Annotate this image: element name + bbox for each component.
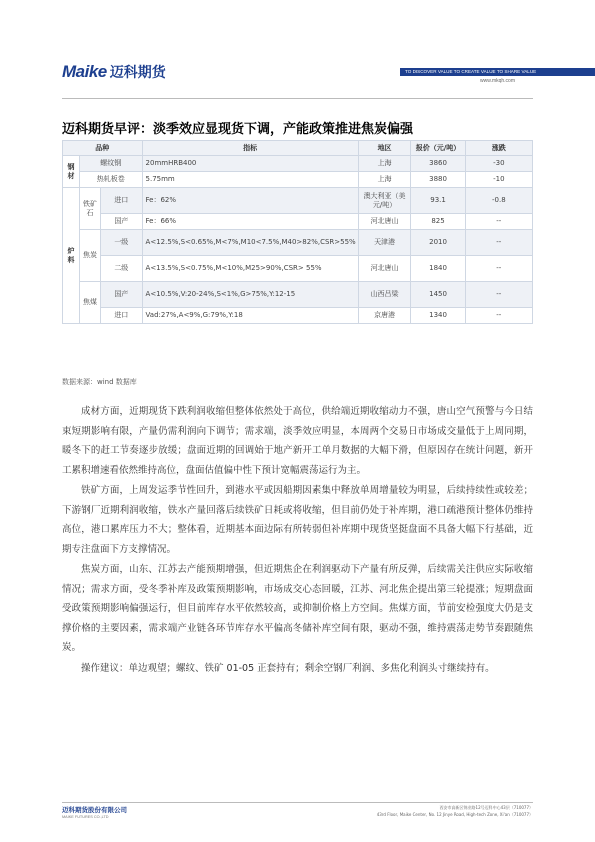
- cell-region: 上海: [358, 172, 411, 188]
- cell-region: 上海: [358, 156, 411, 172]
- col-header-region: 地区: [358, 141, 411, 156]
- table-row: [63, 214, 533, 230]
- group-furnace: 炉料: [63, 188, 80, 324]
- footer-company-en: MAIKE FUTURES CO.,LTD: [62, 815, 109, 819]
- header-divider: [62, 98, 533, 99]
- cell-region: 河北唐山: [358, 256, 411, 282]
- slogan: TO DISCOVER VALUE TO CREATE VALUE TO SHARE VALUE: [405, 69, 537, 74]
- company-logo: [62, 62, 166, 82]
- cell-spec: Fe：62%: [142, 188, 358, 214]
- footer-address-cn: 西安市高新区锦业路12号迈科中心43层（710077）: [439, 805, 533, 810]
- cell-change: --: [465, 308, 532, 324]
- website-link[interactable]: www.mkqh.com: [480, 78, 516, 84]
- footer-company-cn: 迈科期货股份有限公司: [62, 806, 127, 814]
- sub-ore: 铁矿石: [79, 188, 100, 230]
- col-header-variety: 品种: [63, 141, 143, 156]
- cell-price: 1340: [411, 308, 465, 324]
- cell-region: 京唐港: [358, 308, 411, 324]
- cell-region: 天津港: [358, 230, 411, 256]
- col-header-change: 涨跌: [465, 141, 532, 156]
- group-steel: 钢材: [63, 156, 80, 188]
- cell-spec: Fe：66%: [142, 214, 358, 230]
- paragraph-steel: 成材方面，近期现货下跌利润收缩但整体依然处于高位，供给端近期收缩动力不强，唐山空气预警与今日结束短期影响有限，产量仍需利润向下调节；需求端，淡季效应明显，本周两个交易日市场成交量低于上周同期，暖冬下的赶工节奏逐步放缓；盘面近期的回调始于地产新开工单月数据的大幅下滑，但原因存在统计问题，新开工累积增速看依然维持高位，盘面估值偏中性下预计宽幅震荡运行为主。: [62, 406, 533, 476]
- table-row: [63, 172, 533, 188]
- data-source-note: 数据来源：wind 数据库: [62, 378, 137, 386]
- cell-name: 国产: [101, 214, 142, 230]
- table-row: [63, 308, 533, 324]
- cell-name: 螺纹钢: [79, 156, 142, 172]
- cell-spec: 5.75mm: [142, 172, 358, 188]
- paragraph-advice: 操作建议：单边观望；螺纹、铁矿 01-05 正套持有；剩余空钢厂利润、多焦化利润头寸继续持有。: [81, 662, 495, 674]
- table-row: [63, 156, 533, 172]
- paragraph-coke: 焦炭方面，山东、江苏去产能预期增强，但近期焦企在利润驱动下产量有所反弹，后续需关注供应实际收缩情况；需求方面，受冬季补库及政策预期影响，市场成交心态回暖，江苏、河北焦企提出第三轮提涨；短期盘面受政策预期影响偏强运行，但目前库存水平依然较高，或抑制价格上方空间。焦煤方面，节前安检强度大仍是支撑价格的主要因素，需求端产业链各环节库存水平偏高冬储补库空间有限，驱动不强，维持震荡走势节奏跟随焦炭。: [62, 564, 533, 653]
- report-title: 迈科期货早评：淡季效应显现货下调，产能政策推进焦炭偏强: [62, 122, 414, 137]
- cell-change: --: [465, 214, 532, 230]
- cell-region: 澳大利亚（美元/吨）: [358, 188, 411, 214]
- cell-change: --: [465, 282, 532, 308]
- cell-price: 1450: [411, 282, 465, 308]
- cell-region: 山西吕梁: [358, 282, 411, 308]
- cell-name: 二级: [101, 256, 142, 282]
- sub-coke: 焦炭: [79, 230, 100, 282]
- cell-name: 进口: [101, 188, 142, 214]
- cell-price: 2010: [411, 230, 465, 256]
- cell-price: 3860: [411, 156, 465, 172]
- cell-price: 825: [411, 214, 465, 230]
- report-body: [62, 402, 533, 679]
- sub-coal: 焦煤: [79, 282, 100, 324]
- logo-latin: Maike: [62, 62, 107, 81]
- cell-name: 进口: [101, 308, 142, 324]
- table-row: [63, 256, 533, 282]
- cell-spec: 20mmHRB400: [142, 156, 358, 172]
- cell-region: 河北唐山: [358, 214, 411, 230]
- cell-price: 93.1: [411, 188, 465, 214]
- table-header-row: [63, 141, 533, 156]
- cell-name: 热轧板卷: [79, 172, 142, 188]
- footer-address: [377, 804, 533, 818]
- cell-spec: A<10.5%,V:20-24%,S<1%,G>75%,Y:12-15: [142, 282, 358, 308]
- cell-spec: A<13.5%,S<0.75%,M<10%,M25>90%,CSR> 55%: [142, 256, 358, 282]
- cell-change: -10: [465, 172, 532, 188]
- paragraph-iron-ore: 铁矿方面，上周发运季节性回升，到港水平或因船期因素集中释放单周增量较为明显，后续持续性或较差；下游钢厂近期利润收缩，铁水产量回落后续铁矿日耗或将收缩，但目前仍处于补库期，港口疏港预计整体仍维持高位，港口累库压力不大；整体看，近期基本面边际有所转弱但补库期中现货坚挺盘面不具备大幅下行基础，近期专注盘面下方支撑情况。: [62, 485, 533, 555]
- footer-address-en: 43rd Floor, Maike Center, No. 12 Jinye Road, High-tech Zone, Xi'an（710077）: [376, 812, 533, 817]
- footer-divider: [62, 802, 533, 803]
- table-row: [63, 188, 533, 214]
- table-row: [63, 230, 533, 256]
- cell-price: 3880: [411, 172, 465, 188]
- table-row: [63, 282, 533, 308]
- cell-change: --: [465, 230, 532, 256]
- col-header-price: 报价（元/吨）: [411, 141, 465, 156]
- cell-change: -0.8: [465, 188, 532, 214]
- cell-change: --: [465, 256, 532, 282]
- col-header-spec: 指标: [142, 141, 358, 156]
- cell-price: 1840: [411, 256, 465, 282]
- price-table: [62, 140, 533, 324]
- cell-name: 国产: [101, 282, 142, 308]
- cell-name: 一级: [101, 230, 142, 256]
- cell-change: -30: [465, 156, 532, 172]
- logo-cn: 迈科期货: [109, 64, 166, 80]
- cell-spec: A<12.5%,S<0.65%,M<7%,M10<7.5%,M40>82%,CSR>55%: [142, 230, 358, 256]
- page-header: [0, 52, 595, 92]
- cell-spec: Vad:27%,A<9%,G:79%,Y:18: [142, 308, 358, 324]
